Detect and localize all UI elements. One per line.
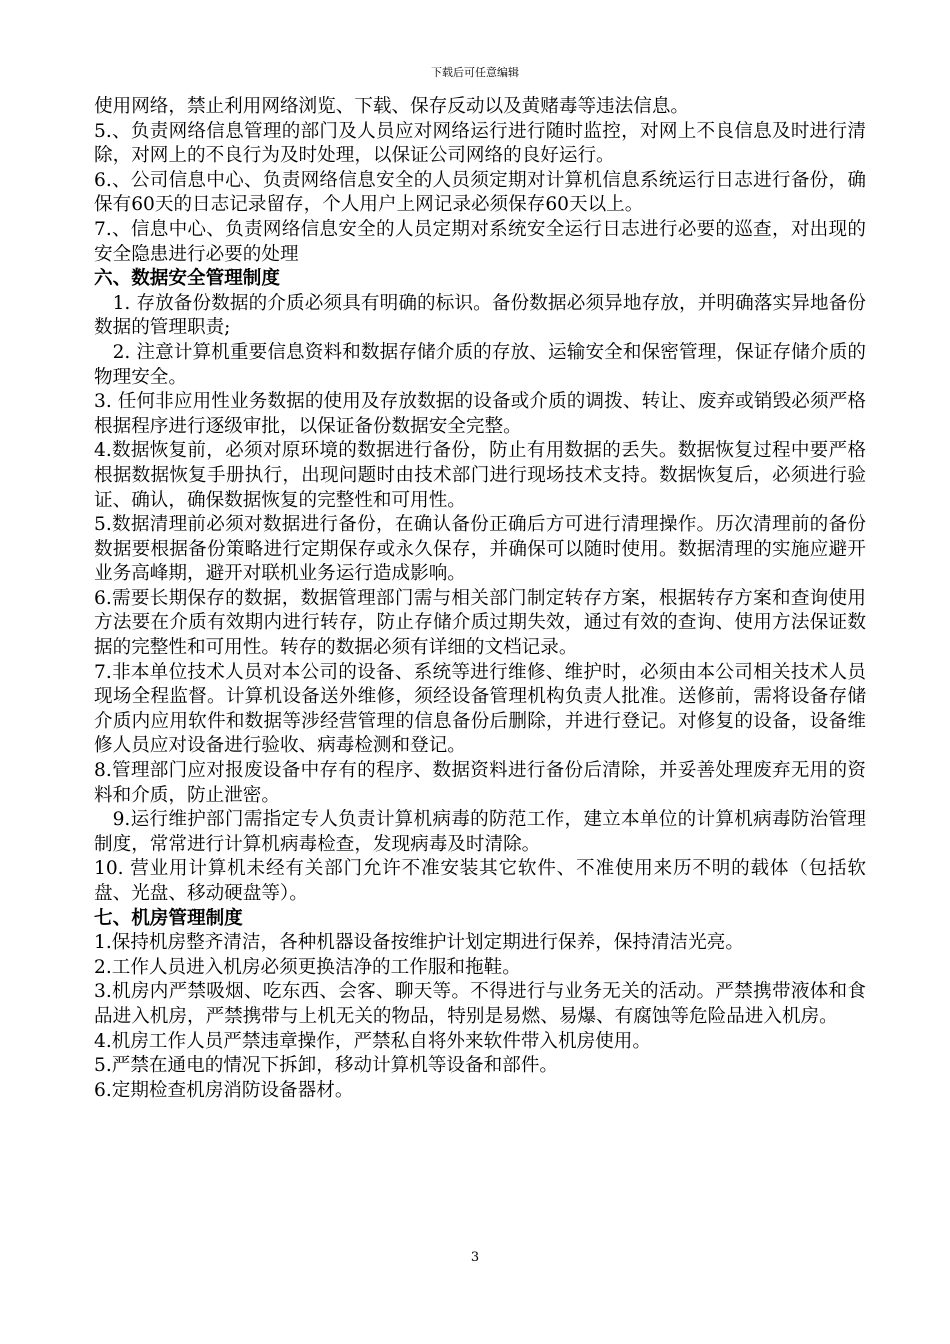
document-body xyxy=(94,95,866,1103)
paragraph-network-monitoring: 5.、负责网络信息管理的部门及人员应对网络运行进行随时监控，对网上不良信息及时进行清除，对网上的不良行为及时处理，以保证公司网络的良好运行。 xyxy=(94,120,866,167)
paragraph-log-backup: 6.、公司信息中心、负责网络信息安全的人员须定期对计算机信息系统运行日志进行备份，确保有60天的日志记录留存，个人用户上网记录必须保存60天以上。 xyxy=(94,169,866,216)
paragraph-long-term-storage: 6.需要长期保存的数据，数据管理部门需与相关部门制定转存方案，根据转存方案和查询使用方法要在介质有效期内进行转存，防止存储介质过期失效，通过有效的查询、使用方法保证数据的完整性和可用性。转存的数据必须有详细的文档记录。 xyxy=(94,587,866,659)
paragraph-room-cleanliness: 1.保持机房整齐清洁，各种机器设备按维护计划定期进行保养，保持清洁光亮。 xyxy=(94,932,744,954)
paragraph-log-inspection: 7.、信息中心、负责网络信息安全的人员定期对系统安全运行日志进行必要的巡查，对出现的安全隐患进行必要的处理 xyxy=(94,218,866,265)
paragraph-room-prohibitions: 3.机房内严禁吸烟、吃东西、会客、聊天等。不得进行与业务无关的活动。严禁携带液体和食品进入机房，严禁携带与上机无关的物品，特别是易燃、易爆、有腐蚀等危险品进入机房。 xyxy=(94,981,866,1027)
paragraph-external-maintenance: 7.非本单位技术人员对本公司的设备、系统等进行维修、维护时，必须由本公司相关技术人员现场全程监督。计算机设备送外维修，须经设备管理机构负责人批准。送修前，需将设备存储介质内应用软件和数据等涉经营管理的信息备份后删除，并进行登记。对修复的设备，设备维修人员应对设备进行验收、病毒检测和登记。 xyxy=(94,661,866,757)
paragraph-scrapped-equipment: 8.管理部门应对报废设备中存有的程序、数据资料进行备份后清除，并妥善处理废弃无用的资料和介质，防止泄密。 xyxy=(94,760,866,806)
page-number: 3 xyxy=(470,1250,480,1265)
paragraph-data-approval: 3. 任何非应用性业务数据的使用及存放数据的设备或介质的调拨、转让、废弃或销毁必须严格根据程序进行逐级审批，以保证备份数据安全完整。 xyxy=(94,391,866,437)
paragraph-backup-media-label: 1. 存放备份数据的介质必须具有明确的标识。备份数据必须异地存放，并明确落实异地备份数据的管理职责; xyxy=(94,292,866,339)
section-heading-data-security: 六、数据安全管理制度 xyxy=(94,268,280,290)
paragraph-power-on-disassembly: 5.严禁在通电的情况下拆卸，移动计算机等设备和部件。 xyxy=(94,1055,558,1077)
paragraph-data-cleanup: 5.数据清理前必须对数据进行备份，在确认备份正确后方可进行清理操作。历次清理前的备份数据要根据备份策略进行定期保存或永久保存，并确保可以随时使用。数据清理的实施应避开业务高峰期，避开对联机业务运行造成影响。 xyxy=(94,514,866,585)
paragraph-virus-prevention: 9.运行维护部门需指定专人负责计算机病毒的防范工作，建立本单位的计算机病毒防治管理制度，常常进行计算机病毒检查，发现病毒及时清除。 xyxy=(94,809,866,855)
paragraph-room-attire: 2.工作人员进入机房必须更换洁净的工作服和拖鞋。 xyxy=(94,956,521,978)
paragraph-storage-media-safety: 2. 注意计算机重要信息资料和数据存储介质的存放、运输安全和保密管理，保证存储介质的物理安全。 xyxy=(94,341,866,388)
paragraph-data-recovery: 4.数据恢复前，必须对原环境的数据进行备份，防止有用数据的丢失。数据恢复过程中要严格根据数据恢复手册执行，出现问题时由技术部门进行现场技术支持。数据恢复后，必须进行验证、确认，确保数据恢复的完整性和可用性。 xyxy=(94,440,866,511)
paragraph-network-usage-continued: 使用网络，禁止利用网络浏览、下载、保存反动以及黄赌毒等违法信息。 xyxy=(94,96,690,117)
paragraph-fire-equipment: 6.定期检查机房消防设备器材。 xyxy=(94,1079,354,1101)
page-header: 下载后可任意编辑 xyxy=(431,66,519,79)
paragraph-room-operation: 4.机房工作人员严禁违章操作，严禁私自将外来软件带入机房使用。 xyxy=(94,1030,651,1052)
section-heading-server-room: 七、机房管理制度 xyxy=(94,907,243,929)
paragraph-software-install: 10. 营业用计算机未经有关部门允许不准安装其它软件、不准使用来历不明的载体（包括软盘、光盘、移动硬盘等）。 xyxy=(94,858,866,904)
